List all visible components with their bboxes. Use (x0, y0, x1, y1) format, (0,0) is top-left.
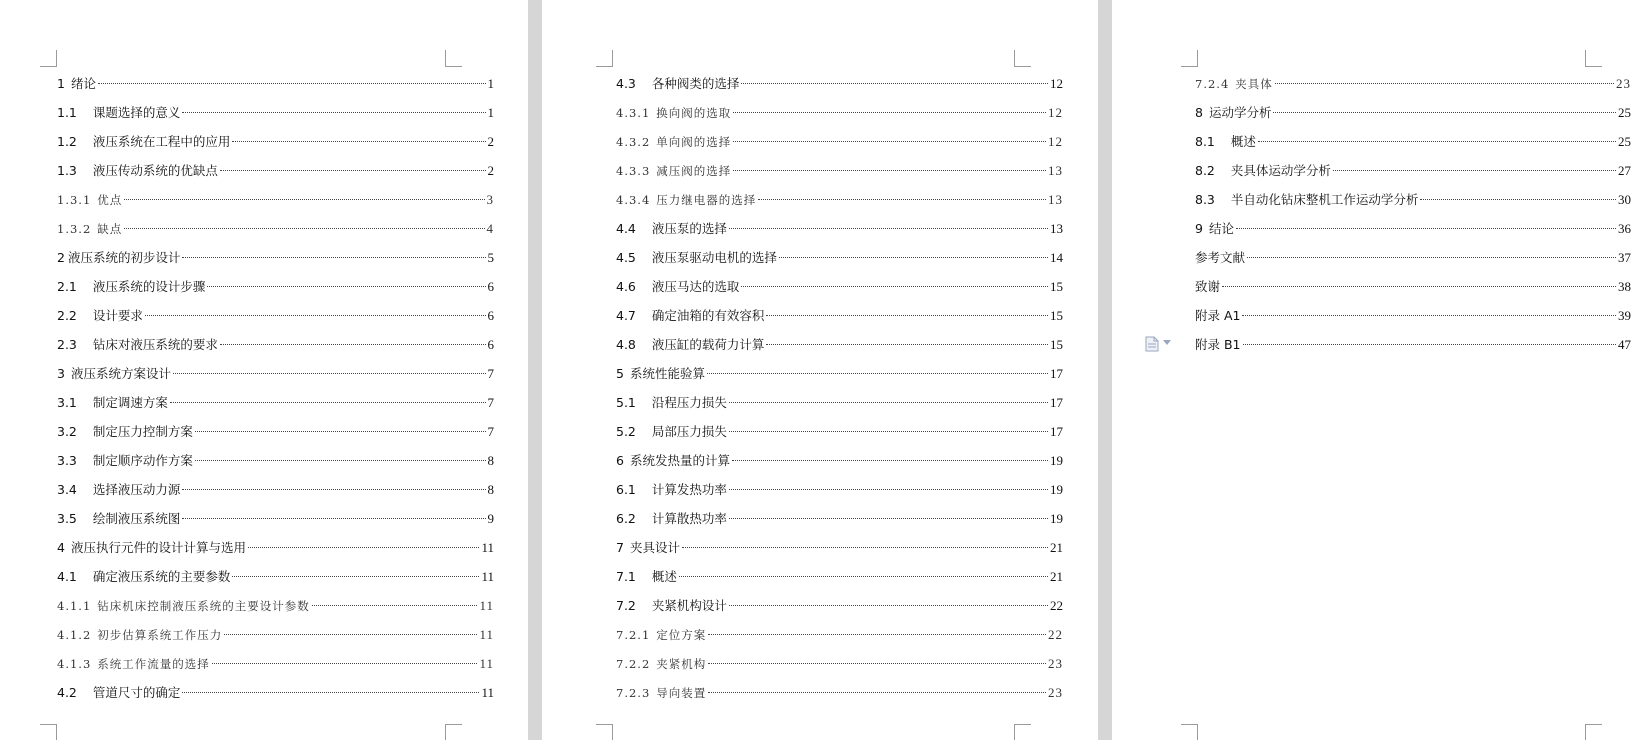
toc-entry-number: 7.2.4 (1195, 77, 1230, 91)
toc-entry-title: 确定液压系统的主要参数 (92, 569, 231, 584)
toc-entry-number: 4.3.2 (616, 135, 651, 149)
toc-entry-title: 课题选择的意义 (92, 105, 181, 120)
toc-entry-title: 液压马达的选取 (651, 279, 740, 294)
dot-leader (248, 547, 480, 548)
toc-entry-number: 8.3 (1195, 192, 1215, 207)
toc-entry-page-number: 11 (479, 598, 494, 613)
toc-entry[interactable] (1195, 330, 1631, 359)
toc-entry-page-number: 1 (487, 76, 494, 91)
toc-entry[interactable] (57, 678, 494, 707)
toc-entry-page-number: 3 (486, 192, 494, 207)
margin-marker-top-left (596, 50, 613, 67)
toc-entry-page-number: 11 (479, 627, 494, 642)
toc-entry-number: 3 (57, 366, 65, 381)
toc-entry[interactable] (57, 156, 494, 185)
toc-entry[interactable] (57, 533, 494, 562)
toc-entry-number: 4.1.3 (57, 657, 92, 671)
toc-entry-page-number: 11 (481, 685, 494, 700)
toc-entry-page-number: 1 (487, 105, 494, 120)
toc-entry[interactable] (616, 649, 1063, 678)
toc-entry[interactable] (616, 98, 1063, 127)
toc-entry-number: 2.3 (57, 337, 77, 352)
toc-entry[interactable] (1195, 214, 1631, 243)
toc-entry-title: 夹紧机构 (656, 657, 707, 671)
toc-entry-number: 4.1 (57, 569, 77, 584)
dot-leader (766, 315, 1048, 316)
toc-entry[interactable] (616, 562, 1063, 591)
toc-entry[interactable] (1195, 243, 1631, 272)
dot-leader (1420, 199, 1616, 200)
toc-entry-title: 制定调速方案 (92, 395, 168, 410)
margin-marker-bottom-left (1181, 724, 1198, 740)
toc-entry-title: 液压系统的初步设计 (67, 250, 181, 265)
toc-entry-title: 概述 (651, 569, 677, 584)
dot-leader (182, 489, 485, 490)
margin-marker-top-right (445, 50, 462, 67)
dot-leader (207, 286, 485, 287)
dot-leader (1243, 344, 1616, 345)
toc-entry-title: 液压传动系统的优缺点 (92, 163, 218, 178)
dot-leader (729, 518, 1048, 519)
toc-entry[interactable] (616, 678, 1063, 707)
margin-marker-bottom-left (40, 724, 57, 740)
margin-marker-bottom-right (1585, 724, 1602, 740)
toc-entry-title: 局部压力损失 (651, 424, 727, 439)
dot-leader (170, 402, 486, 403)
toc-entry-page-number: 15 (1050, 308, 1063, 323)
toc-entry-title: 夹具设计 (629, 540, 680, 555)
toc-entry-number: 5.1 (616, 395, 636, 410)
dot-leader (1236, 228, 1616, 229)
toc-entry-number: 4.3.3 (616, 164, 651, 178)
toc-entry-title: 液压系统的设计步骤 (92, 279, 206, 294)
toc-entry-number: 6.2 (616, 511, 636, 526)
toc-entry-title: 初步估算系统工作压力 (97, 628, 223, 642)
toc-entry[interactable] (57, 272, 494, 301)
toc-entry-title: 附录 B1 (1195, 337, 1241, 352)
toc-entry-title: 附录 A1 (1195, 308, 1241, 323)
toc-entry-number: 5 (616, 366, 624, 381)
dot-leader (766, 344, 1048, 345)
dot-leader (708, 692, 1046, 693)
toc-entry-page-number: 21 (1050, 569, 1063, 584)
dot-leader (708, 634, 1046, 635)
toc-entry[interactable] (1195, 69, 1631, 98)
toc-entry[interactable] (57, 185, 494, 214)
toc-entry-page-number: 9 (487, 511, 494, 526)
toc-entry-title: 制定压力控制方案 (92, 424, 193, 439)
toc-entry-title: 确定油箱的有效容积 (651, 308, 765, 323)
toc-entry-page-number: 17 (1050, 395, 1063, 410)
toc-entry-title: 液压系统在工程中的应用 (92, 134, 231, 149)
toc-entry[interactable] (57, 214, 494, 243)
toc-entry-page-number: 2 (487, 163, 494, 178)
dot-leader (1258, 141, 1616, 142)
dot-leader (182, 518, 485, 519)
toc-entry-page-number: 21 (1050, 540, 1063, 555)
toc-entry-title: 液压执行元件的设计计算与选用 (70, 540, 246, 555)
toc-entry[interactable] (57, 69, 494, 98)
toc-entry-title: 管道尺寸的确定 (92, 685, 181, 700)
toc-entry-page-number: 23 (1048, 685, 1063, 700)
toc-entry-number: 7 (616, 540, 624, 555)
toc-entry-page-number: 15 (1050, 279, 1063, 294)
toc-entry-title: 钻床机床控制液压系统的主要设计参数 (97, 599, 310, 613)
toc-entry-number: 6 (616, 453, 624, 468)
toc-entry-title: 系统发热量的计算 (629, 453, 730, 468)
table-of-contents-page-2 (616, 69, 1063, 707)
toc-entry-number: 1.3.2 (57, 222, 92, 236)
toc-entry-page-number: 25 (1618, 134, 1631, 149)
toc-entry-number: 7.2.1 (616, 628, 651, 642)
toc-entry-title: 液压系统方案设计 (70, 366, 171, 381)
toc-entry-number: 1.2 (57, 134, 77, 149)
dot-leader (1222, 286, 1616, 287)
toc-entry-title: 概述 (1230, 134, 1256, 149)
toc-entry[interactable] (616, 504, 1063, 533)
table-of-contents-page-1 (57, 69, 494, 707)
toc-entry-number: 4.3.1 (616, 106, 651, 120)
toc-entry-page-number: 13 (1050, 221, 1063, 236)
toc-entry-number: 1.1 (57, 105, 77, 120)
toc-entry-title: 液压泵的选择 (651, 221, 727, 236)
dot-leader (758, 199, 1046, 200)
toc-entry[interactable] (57, 562, 494, 591)
toc-entry[interactable] (616, 156, 1063, 185)
toc-entry[interactable] (616, 359, 1063, 388)
toc-entry-page-number: 7 (487, 395, 494, 410)
toc-entry-page-number: 12 (1048, 134, 1063, 149)
toc-entry-number: 2.2 (57, 308, 77, 323)
toc-entry-number: 9 (1195, 221, 1203, 236)
toc-entry-title: 压力继电器的选择 (656, 193, 757, 207)
dot-leader (741, 83, 1048, 84)
toc-entry-page-number: 19 (1050, 511, 1063, 526)
toc-entry-page-number: 8 (487, 482, 494, 497)
document-icon[interactable] (1145, 336, 1159, 352)
toc-entry-number: 3.1 (57, 395, 77, 410)
toc-entry[interactable] (616, 301, 1063, 330)
toc-entry-number: 4.7 (616, 308, 636, 323)
dot-leader (733, 112, 1046, 113)
toc-entry-number: 7.1 (616, 569, 636, 584)
toc-entry-number: 8.2 (1195, 163, 1215, 178)
toc-entry-page-number: 6 (487, 308, 494, 323)
dot-leader (779, 257, 1048, 258)
toc-entry-number: 4.4 (616, 221, 636, 236)
toc-entry[interactable] (1195, 98, 1631, 127)
toc-entry-title: 夹具体运动学分析 (1230, 163, 1331, 178)
dot-leader (732, 460, 1048, 461)
dot-leader (1275, 83, 1614, 84)
toc-entry-page-number: 8 (487, 453, 494, 468)
toc-entry[interactable] (616, 475, 1063, 504)
dot-leader (212, 663, 478, 664)
toc-entry-number: 7.2 (616, 598, 636, 613)
toc-entry-number: 3.4 (57, 482, 77, 497)
toc-entry-page-number: 13 (1048, 163, 1063, 178)
margin-marker-top-right (1585, 50, 1602, 67)
toc-entry[interactable] (57, 446, 494, 475)
toc-entry[interactable] (616, 330, 1063, 359)
toc-entry[interactable] (57, 330, 494, 359)
dot-leader (729, 605, 1048, 606)
toc-entry-title: 缺点 (97, 222, 123, 236)
toc-entry-number: 5.2 (616, 424, 636, 439)
toc-entry-page-number: 39 (1618, 308, 1631, 323)
toc-entry-page-number: 12 (1048, 105, 1063, 120)
dot-leader (182, 112, 485, 113)
toc-entry[interactable] (57, 359, 494, 388)
toc-entry-title: 导向装置 (656, 686, 707, 700)
dot-leader (707, 373, 1048, 374)
toc-entry-page-number: 36 (1618, 221, 1631, 236)
toc-entry[interactable] (616, 69, 1063, 98)
dot-leader (124, 199, 484, 200)
margin-marker-bottom-right (1014, 724, 1031, 740)
toc-entry[interactable] (57, 620, 494, 649)
toc-entry-title: 钻床对液压系统的要求 (92, 337, 218, 352)
dot-leader (232, 141, 485, 142)
dot-leader (733, 170, 1046, 171)
margin-marker-top-right (1014, 50, 1031, 67)
toc-entry-number: 7.2.2 (616, 657, 651, 671)
dot-leader (98, 83, 486, 84)
toc-entry[interactable] (1195, 127, 1631, 156)
margin-marker-bottom-right (445, 724, 462, 740)
toc-entry-number: 4 (57, 540, 65, 555)
dot-leader (182, 257, 485, 258)
toc-entry-number: 3.3 (57, 453, 77, 468)
toc-entry[interactable] (616, 185, 1063, 214)
toc-entry[interactable] (57, 98, 494, 127)
dot-leader (682, 547, 1048, 548)
dot-leader (124, 228, 484, 229)
dot-leader (145, 315, 486, 316)
toc-entry-page-number: 5 (487, 250, 494, 265)
toc-entry-title: 运动学分析 (1208, 105, 1272, 120)
toc-entry-title: 结论 (1208, 221, 1234, 236)
toc-entry-number: 4.8 (616, 337, 636, 352)
toc-entry[interactable] (1195, 185, 1631, 214)
toc-entry-page-number: 19 (1050, 453, 1063, 468)
toc-entry[interactable] (616, 243, 1063, 272)
toc-entry-number: 8.1 (1195, 134, 1215, 149)
toc-entry-number: 1 (57, 76, 65, 91)
toc-entry[interactable] (57, 388, 494, 417)
dot-leader (729, 431, 1048, 432)
dot-leader (232, 576, 479, 577)
dot-leader (679, 576, 1048, 577)
dot-leader (195, 460, 486, 461)
toc-entry-number: 3.2 (57, 424, 77, 439)
dot-leader (741, 286, 1048, 287)
toc-entry-page-number: 23 (1616, 76, 1631, 91)
toc-entry[interactable] (1195, 301, 1631, 330)
toc-entry[interactable] (57, 591, 494, 620)
toc-entry-title: 设计要求 (92, 308, 143, 323)
toc-entry[interactable] (616, 214, 1063, 243)
toc-entry-title: 换向阀的选取 (656, 106, 732, 120)
toc-entry-title: 系统工作流量的选择 (97, 657, 210, 671)
toc-entry-title: 各种阀类的选择 (651, 76, 740, 91)
toc-entry-title: 绘制液压系统图 (92, 511, 181, 526)
toc-entry[interactable] (616, 446, 1063, 475)
toc-entry-title: 半自动化钻床整机工作运动学分析 (1230, 192, 1419, 207)
toc-entry-number: 4.3.4 (616, 193, 651, 207)
toc-entry[interactable] (616, 417, 1063, 446)
toc-entry-number: 4.3 (616, 76, 636, 91)
toc-entry-title: 致谢 (1195, 279, 1221, 294)
toc-entry-page-number: 15 (1050, 337, 1063, 352)
toc-entry-number: 4.1.2 (57, 628, 92, 642)
dot-leader (729, 489, 1048, 490)
toc-entry-page-number: 6 (487, 279, 494, 294)
toc-entry[interactable] (1195, 156, 1631, 185)
toc-entry-page-number: 4 (486, 221, 494, 236)
toc-entry-title: 夹具体 (1235, 77, 1273, 91)
toc-entry-title: 减压阀的选择 (656, 164, 732, 178)
toc-entry-number: 6.1 (616, 482, 636, 497)
toc-entry-page-number: 13 (1048, 192, 1063, 207)
toc-entry-title: 系统性能验算 (629, 366, 705, 381)
toc-entry[interactable] (616, 533, 1063, 562)
toc-entry-number: 4.6 (616, 279, 636, 294)
toc-entry-title: 计算散热功率 (651, 511, 727, 526)
toc-entry-title: 夹紧机构设计 (651, 598, 727, 613)
toc-entry[interactable] (616, 272, 1063, 301)
toc-entry-title: 优点 (97, 193, 123, 207)
toc-entry[interactable] (1195, 272, 1631, 301)
toc-entry-number: 7.2.3 (616, 686, 651, 700)
dot-leader (220, 344, 486, 345)
dot-leader (173, 373, 486, 374)
dot-leader (1333, 170, 1616, 171)
toc-entry-number: 1.3.1 (57, 193, 92, 207)
toc-entry-page-number: 22 (1048, 627, 1063, 642)
dot-leader (182, 692, 479, 693)
dot-leader (312, 605, 478, 606)
toc-entry-title: 定位方案 (656, 628, 707, 642)
toc-entry[interactable] (616, 620, 1063, 649)
toc-entry[interactable] (616, 127, 1063, 156)
toc-entry-page-number: 14 (1050, 250, 1063, 265)
toc-entry-page-number: 11 (479, 656, 494, 671)
toc-entry-title: 制定顺序动作方案 (92, 453, 193, 468)
toc-entry-page-number: 2 (487, 134, 494, 149)
toc-entry-page-number: 47 (1618, 337, 1631, 352)
toc-entry[interactable] (616, 591, 1063, 620)
toc-entry-page-number: 17 (1050, 366, 1063, 381)
toc-entry[interactable] (57, 649, 494, 678)
dot-leader (1247, 257, 1616, 258)
toc-entry[interactable] (57, 127, 494, 156)
toc-entry[interactable] (57, 243, 494, 272)
toc-entry-page-number: 12 (1050, 76, 1063, 91)
toc-entry-page-number: 19 (1050, 482, 1063, 497)
toc-entry[interactable] (57, 475, 494, 504)
toc-entry-title: 液压泵驱动电机的选择 (651, 250, 777, 265)
dropdown-caret-icon[interactable] (1163, 340, 1171, 345)
dot-leader (708, 663, 1046, 664)
toc-entry-title: 选择液压动力源 (92, 482, 181, 497)
toc-entry-number: 4.5 (616, 250, 636, 265)
margin-marker-bottom-left (596, 724, 613, 740)
dot-leader (729, 228, 1048, 229)
toc-entry-page-number: 11 (481, 569, 494, 584)
table-of-contents-page-3 (1195, 69, 1631, 359)
dot-leader (733, 141, 1046, 142)
toc-entry-title: 单向阀的选择 (656, 135, 732, 149)
toc-entry-page-number: 25 (1618, 105, 1631, 120)
toc-entry-title: 参考文献 (1195, 250, 1246, 265)
toc-entry-number: 4.2 (57, 685, 77, 700)
toc-entry-page-number: 27 (1618, 163, 1631, 178)
margin-marker-top-left (1181, 50, 1198, 67)
dot-leader (220, 170, 486, 171)
toc-entry-number: 1.3 (57, 163, 77, 178)
toc-entry-page-number: 7 (487, 424, 494, 439)
toc-entry-title: 沿程压力损失 (651, 395, 727, 410)
toc-entry-page-number: 38 (1618, 279, 1631, 294)
toc-entry-number: 2 (57, 250, 65, 265)
toc-entry-title: 计算发热功率 (651, 482, 727, 497)
toc-entry[interactable] (57, 504, 494, 533)
dot-leader (1242, 315, 1616, 316)
toc-entry-page-number: 22 (1050, 598, 1063, 613)
toc-entry-page-number: 6 (487, 337, 494, 352)
toc-entry-number: 2.1 (57, 279, 77, 294)
dot-leader (729, 402, 1048, 403)
toc-entry-page-number: 37 (1618, 250, 1631, 265)
toc-entry-number: 4.1.1 (57, 599, 92, 613)
margin-marker-top-left (40, 50, 57, 67)
toc-entry-page-number: 7 (487, 366, 494, 381)
toc-entry-title: 液压缸的载荷力计算 (651, 337, 765, 352)
toc-entry-number: 3.5 (57, 511, 77, 526)
toc-entry-title: 绪论 (70, 76, 96, 91)
toc-entry-number: 8 (1195, 105, 1203, 120)
toc-entry-page-number: 23 (1048, 656, 1063, 671)
toc-entry-page-number: 17 (1050, 424, 1063, 439)
toc-entry[interactable] (616, 388, 1063, 417)
toc-entry-page-number: 30 (1618, 192, 1631, 207)
dot-leader (1273, 112, 1616, 113)
toc-entry[interactable] (57, 417, 494, 446)
toc-entry-page-number: 11 (481, 540, 494, 555)
dot-leader (224, 634, 477, 635)
dot-leader (195, 431, 486, 432)
toc-entry[interactable] (57, 301, 494, 330)
